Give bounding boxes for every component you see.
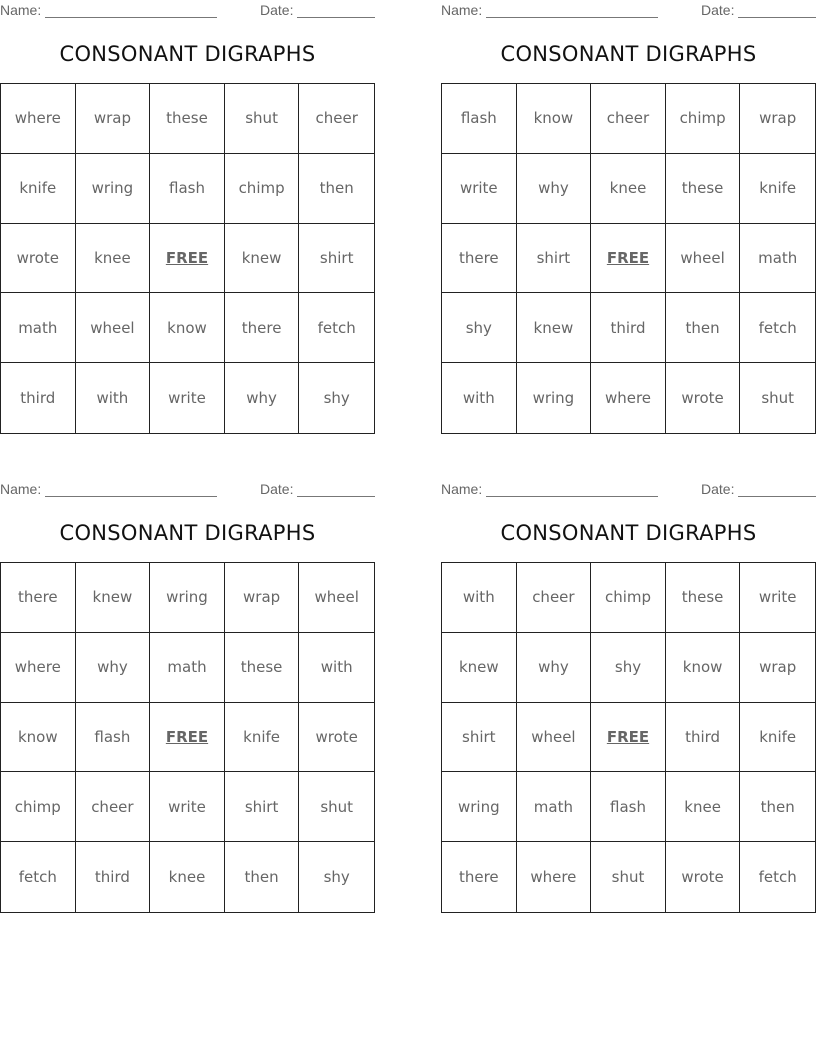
bingo-card: [0, 479, 375, 919]
word-cell: why: [76, 633, 151, 703]
word-cell: why: [517, 154, 592, 224]
word-cell: shy: [591, 633, 666, 703]
word-cell: these: [666, 563, 741, 633]
word-cell: fetch: [1, 842, 76, 912]
word-cell: wheel: [299, 563, 374, 633]
word-cell: there: [225, 293, 300, 363]
word-cell: shirt: [225, 772, 300, 842]
word-cell: shut: [225, 84, 300, 154]
free-space-cell: FREE: [591, 224, 666, 294]
word-cell: flash: [442, 84, 517, 154]
word-cell: there: [1, 563, 76, 633]
name-blank-line: [486, 496, 658, 497]
word-cell: why: [517, 633, 592, 703]
card-header: [0, 481, 375, 499]
word-cell: write: [442, 154, 517, 224]
word-cell: with: [442, 363, 517, 433]
word-cell: knew: [76, 563, 151, 633]
word-cell: shirt: [442, 703, 517, 773]
word-cell: wrote: [666, 363, 741, 433]
word-cell: third: [666, 703, 741, 773]
word-cell: these: [225, 633, 300, 703]
date-blank-line: [297, 17, 375, 18]
date-label: Date:: [701, 2, 735, 18]
word-cell: shy: [442, 293, 517, 363]
bingo-grid: [441, 562, 816, 913]
date-label: Date:: [260, 481, 294, 497]
word-cell: flash: [76, 703, 151, 773]
word-cell: where: [1, 84, 76, 154]
word-cell: knee: [76, 224, 151, 294]
word-cell: shy: [323, 389, 350, 408]
word-cell: know: [150, 293, 225, 363]
word-cell: shy: [323, 868, 350, 887]
word-cell: third: [591, 293, 666, 363]
word-cell: then: [299, 154, 374, 224]
free-space-cell: FREE: [591, 703, 666, 773]
word-cell: wring: [517, 363, 592, 433]
word-cell: cheer: [299, 84, 374, 154]
word-cell: know: [517, 84, 592, 154]
card-title: CONSONANT DIGRAPHS: [500, 42, 757, 66]
card-title: CONSONANT DIGRAPHS: [59, 521, 316, 545]
word-cell: shut: [299, 772, 374, 842]
word-cell: knife: [740, 154, 815, 224]
name-label: Name:: [0, 2, 42, 18]
name-blank-line: [486, 17, 658, 18]
word-cell: shirt: [517, 224, 592, 294]
word-cell: wrap: [225, 563, 300, 633]
word-cell: know: [1, 703, 76, 773]
word-cell: wheel: [517, 703, 592, 773]
word-cell: wrap: [740, 84, 815, 154]
bingo-card: [0, 0, 375, 440]
word-cell: wheel: [666, 224, 741, 294]
word-cell: why: [225, 363, 300, 433]
name-blank-line: [45, 496, 217, 497]
word-cell: chimp: [1, 772, 76, 842]
word-cell: wrap: [76, 84, 151, 154]
word-cell: wrap: [740, 633, 815, 703]
word-cell: know: [666, 633, 741, 703]
word-cell: chimp: [225, 154, 300, 224]
word-cell: fetch: [299, 293, 374, 363]
word-cell: these: [666, 154, 741, 224]
word-cell: math: [740, 224, 815, 294]
word-cell: knee: [591, 154, 666, 224]
word-cell: where: [1, 633, 76, 703]
name-label: Name:: [0, 481, 42, 497]
word-cell: flash: [591, 772, 666, 842]
name-label: Name:: [441, 2, 483, 18]
date-blank-line: [297, 496, 375, 497]
word-cell: cheer: [76, 772, 151, 842]
word-cell: write: [740, 563, 815, 633]
word-cell: with: [299, 633, 374, 703]
word-cell: math: [150, 633, 225, 703]
card-header: [441, 481, 816, 499]
word-cell: third: [1, 363, 76, 433]
word-cell: knife: [740, 703, 815, 773]
word-cell: wrote: [666, 842, 741, 912]
word-cell: knee: [666, 772, 741, 842]
word-cell: then: [740, 772, 815, 842]
word-cell: knew: [442, 633, 517, 703]
card-title: CONSONANT DIGRAPHS: [500, 521, 757, 545]
word-cell: third: [76, 842, 151, 912]
word-cell: shirt: [299, 224, 374, 294]
bingo-grid: [441, 83, 816, 434]
word-cell: wring: [442, 772, 517, 842]
word-cell: math: [517, 772, 592, 842]
word-cell: with: [76, 363, 151, 433]
word-cell: math: [1, 293, 76, 363]
bingo-card: [441, 0, 816, 440]
bingo-grid: [0, 562, 375, 913]
name-label: Name:: [441, 481, 483, 497]
word-cell: then: [225, 842, 300, 912]
word-cell: flash: [150, 154, 225, 224]
word-cell: knife: [1, 154, 76, 224]
word-cell: fetch: [758, 868, 797, 887]
word-cell: wheel: [76, 293, 151, 363]
bingo-card: [441, 479, 816, 919]
date-blank-line: [738, 17, 816, 18]
free-space-cell: FREE: [150, 703, 225, 773]
word-cell: knife: [225, 703, 300, 773]
card-title: CONSONANT DIGRAPHS: [59, 42, 316, 66]
word-cell: chimp: [591, 563, 666, 633]
word-cell: these: [150, 84, 225, 154]
date-label: Date:: [701, 481, 735, 497]
word-cell: wring: [76, 154, 151, 224]
word-cell: wring: [150, 563, 225, 633]
word-cell: then: [666, 293, 741, 363]
word-cell: with: [442, 563, 517, 633]
name-blank-line: [45, 17, 217, 18]
word-cell: cheer: [591, 84, 666, 154]
word-cell: write: [150, 363, 225, 433]
word-cell: where: [517, 842, 592, 912]
word-cell: cheer: [517, 563, 592, 633]
word-cell: shut: [591, 842, 666, 912]
word-cell: wrote: [299, 703, 374, 773]
date-blank-line: [738, 496, 816, 497]
word-cell: chimp: [666, 84, 741, 154]
word-cell: there: [442, 224, 517, 294]
word-cell: knee: [150, 842, 225, 912]
card-header: [441, 2, 816, 20]
word-cell: knew: [225, 224, 300, 294]
word-cell: knew: [517, 293, 592, 363]
word-cell: there: [442, 842, 517, 912]
word-cell: fetch: [740, 293, 815, 363]
word-cell: shut: [761, 389, 795, 408]
word-cell: where: [591, 363, 666, 433]
free-space-cell: FREE: [150, 224, 225, 294]
card-header: [0, 2, 375, 20]
bingo-grid: [0, 83, 375, 434]
word-cell: write: [150, 772, 225, 842]
word-cell: wrote: [1, 224, 76, 294]
date-label: Date:: [260, 2, 294, 18]
